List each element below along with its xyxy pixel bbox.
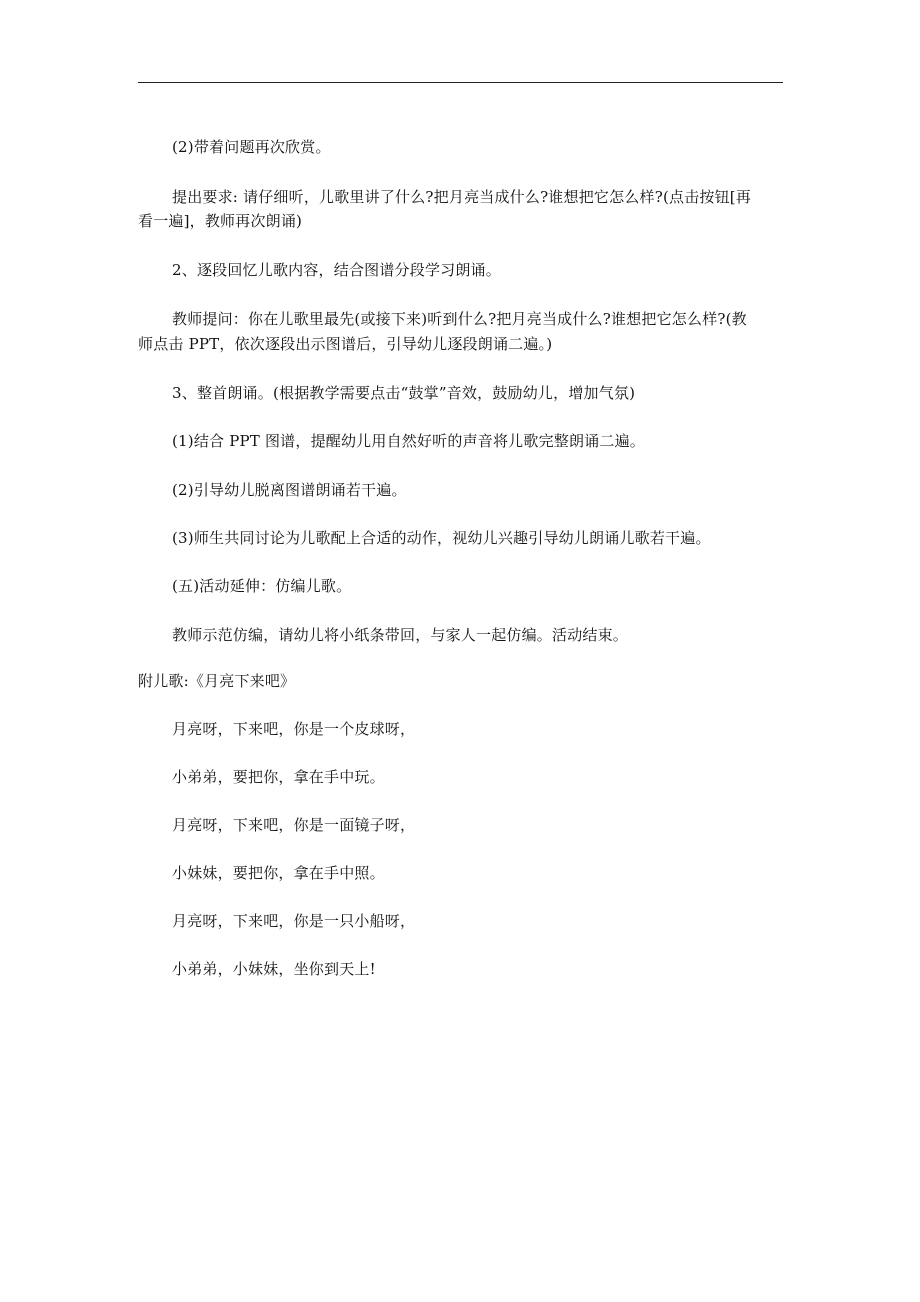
paragraph-teacher-question-line-1: 教师提问：你在儿歌里最先(或接下来)听到什么?把月亮当成什么?谁想把它怎么样?(教 (172, 310, 747, 328)
paragraph-requirement-line-2: 看一遍]，教师再次朗诵) (138, 212, 303, 230)
song-line-1: 月亮呀，下来吧，你是一个皮球呀， (172, 720, 416, 738)
song-title: 附儿歌:《月亮下来吧》 (138, 672, 296, 690)
song-line-4: 小妹妹，要把你，拿在手中照。 (172, 864, 385, 882)
song-line-3: 月亮呀，下来吧，你是一面镜子呀， (172, 816, 416, 834)
paragraph-activity-extension: (五)活动延伸：仿编儿歌。 (172, 577, 352, 595)
paragraph-section-3-full-recital: 3、整首朗诵。(根据教学需要点击“鼓掌”音效，鼓励幼儿，增加气氛) (172, 384, 636, 402)
paragraph-teacher-demo: 教师示范仿编，请幼儿将小纸条带回，与家人一起仿编。活动结束。 (172, 626, 629, 644)
song-line-2: 小弟弟，要把你，拿在手中玩。 (172, 768, 385, 786)
header-rule (138, 82, 783, 83)
paragraph-step-3-actions: (3)师生共同讨论为儿歌配上合适的动作，视幼儿兴趣引导幼儿朗诵儿歌若干遍。 (172, 529, 711, 547)
song-line-5: 月亮呀，下来吧，你是一只小船呀， (172, 912, 416, 930)
paragraph-step-2-without-chart: (2)引导幼儿脱离图谱朗诵若干遍。 (172, 481, 407, 499)
paragraph-section-2-recall: 2、逐段回忆儿歌内容，结合图谱分段学习朗诵。 (172, 261, 501, 279)
paragraph-teacher-question-line-2: 师点击 PPT，依次逐段出示图谱后，引导幼儿逐段朗诵二遍。) (138, 335, 553, 353)
paragraph-requirement-line-1: 提出要求: 请仔细听，儿歌里讲了什么?把月亮当成什么?谁想把它怎么样?(点击按钮[再 (172, 188, 752, 206)
song-line-6: 小弟弟，小妹妹，坐你到天上! (172, 960, 376, 978)
paragraph-step-1-ppt: (1)结合 PPT 图谱，提醒幼儿用自然好听的声音将儿歌完整朗诵二遍。 (172, 432, 645, 450)
paragraph-step-2-listen-again: (2)带着问题再次欣赏。 (172, 138, 331, 156)
